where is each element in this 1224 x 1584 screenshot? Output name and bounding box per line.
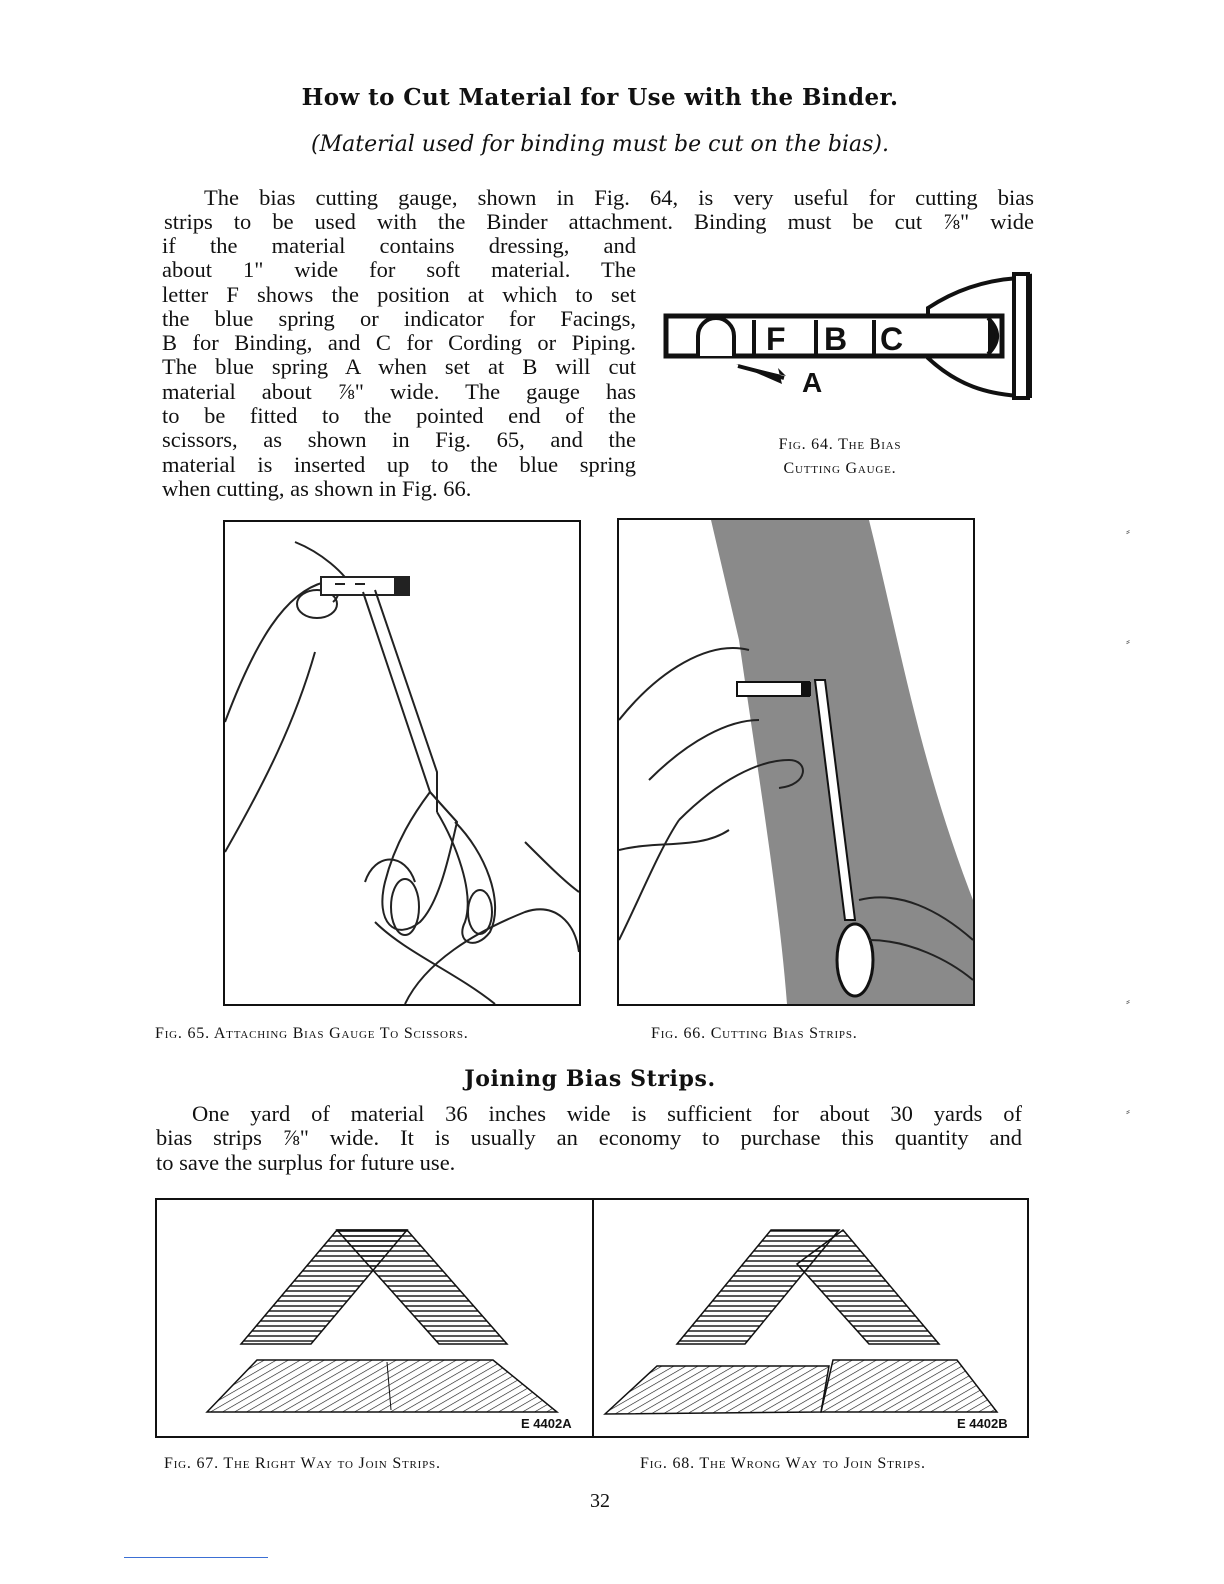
col-line: material about ⅞" wide. The gauge has [162,378,636,404]
page-number: 32 [590,1490,610,1512]
bias-gauge-illustration [658,268,1038,408]
fig68-code: E 4402B [957,1416,1008,1431]
col-line: the blue spring or indicator for Facings, [162,305,636,331]
gauge-label-a: A [802,367,823,398]
paragraph-joining [156,1102,1022,1175]
fig65-caption: Fig. 65. Attaching Bias Gauge To Scissors. [155,1025,469,1042]
col-line: material is inserted up to the blue spring [162,451,636,477]
col-line: scissors, as shown in Fig. 65, and the [162,427,636,453]
col-line: to be fitted to the pointed end of the [162,403,636,429]
joined-strips-drawing [157,1200,1027,1436]
margin-mark: ⸗ [1126,634,1130,648]
col-line: letter F shows the position at which to set [162,281,636,307]
section-heading: Joining Bias Strips. [464,1066,716,1092]
page-subtitle: (Material used for binding must be cut on the bias). [311,132,889,157]
left-column-text [162,234,636,501]
margin-mark: ⸗ [1126,1104,1130,1118]
fig67-code: E 4402A [521,1416,572,1431]
col-line: when cutting, as shown in Fig. 66. [162,475,472,501]
gauge-label-c: C [880,321,904,357]
fig64-caption-line-2: Cutting Gauge. [783,460,897,477]
col-line: The blue spring A when set at B will cut [162,354,636,380]
page-title: How to Cut Material for Use with the Binder. [301,84,899,111]
scissors-hand-drawing [225,522,579,1004]
footer-rule [124,1557,268,1558]
gauge-label-b: B [824,321,848,357]
col-line: if the material contains dressing, and [162,233,636,258]
para-line: to save the surplus for future use. [156,1149,456,1175]
col-line: B for Binding, and C for Cording or Piping. [162,330,636,356]
col-line: about 1" wide for soft material. The [162,257,636,283]
fig67-caption: Fig. 67. The Right Way to Join Strips. [164,1455,441,1472]
intro-line-1: The bias cutting gauge, shown in Fig. 64, is very useful for cutting bias [204,185,1034,210]
fig67-68-illustration [155,1198,1029,1438]
fig68-caption: Fig. 68. The Wrong Way to Join Strips. [640,1455,926,1472]
intro-line-2: strips to be used with the Binder attachment. Binding must be cut ⅞" wide [164,209,1034,234]
para-line: One yard of material 36 inches wide is sufficient for about 30 yards of [192,1101,1022,1126]
margin-mark: ⸗ [1126,994,1130,1008]
para-line: bias strips ⅞" wide. It is usually an economy to purchase this quantity and [156,1125,1022,1151]
fig66-caption: Fig. 66. Cutting Bias Strips. [651,1025,858,1042]
fig64-caption-line-1: Fig. 64. The Bias [778,436,902,453]
gauge-label-f: F [766,321,786,357]
cutting-strip-drawing [619,520,973,1004]
fig65-illustration [223,520,581,1006]
fig66-illustration [617,518,975,1006]
margin-mark: ⸗ [1126,524,1130,538]
